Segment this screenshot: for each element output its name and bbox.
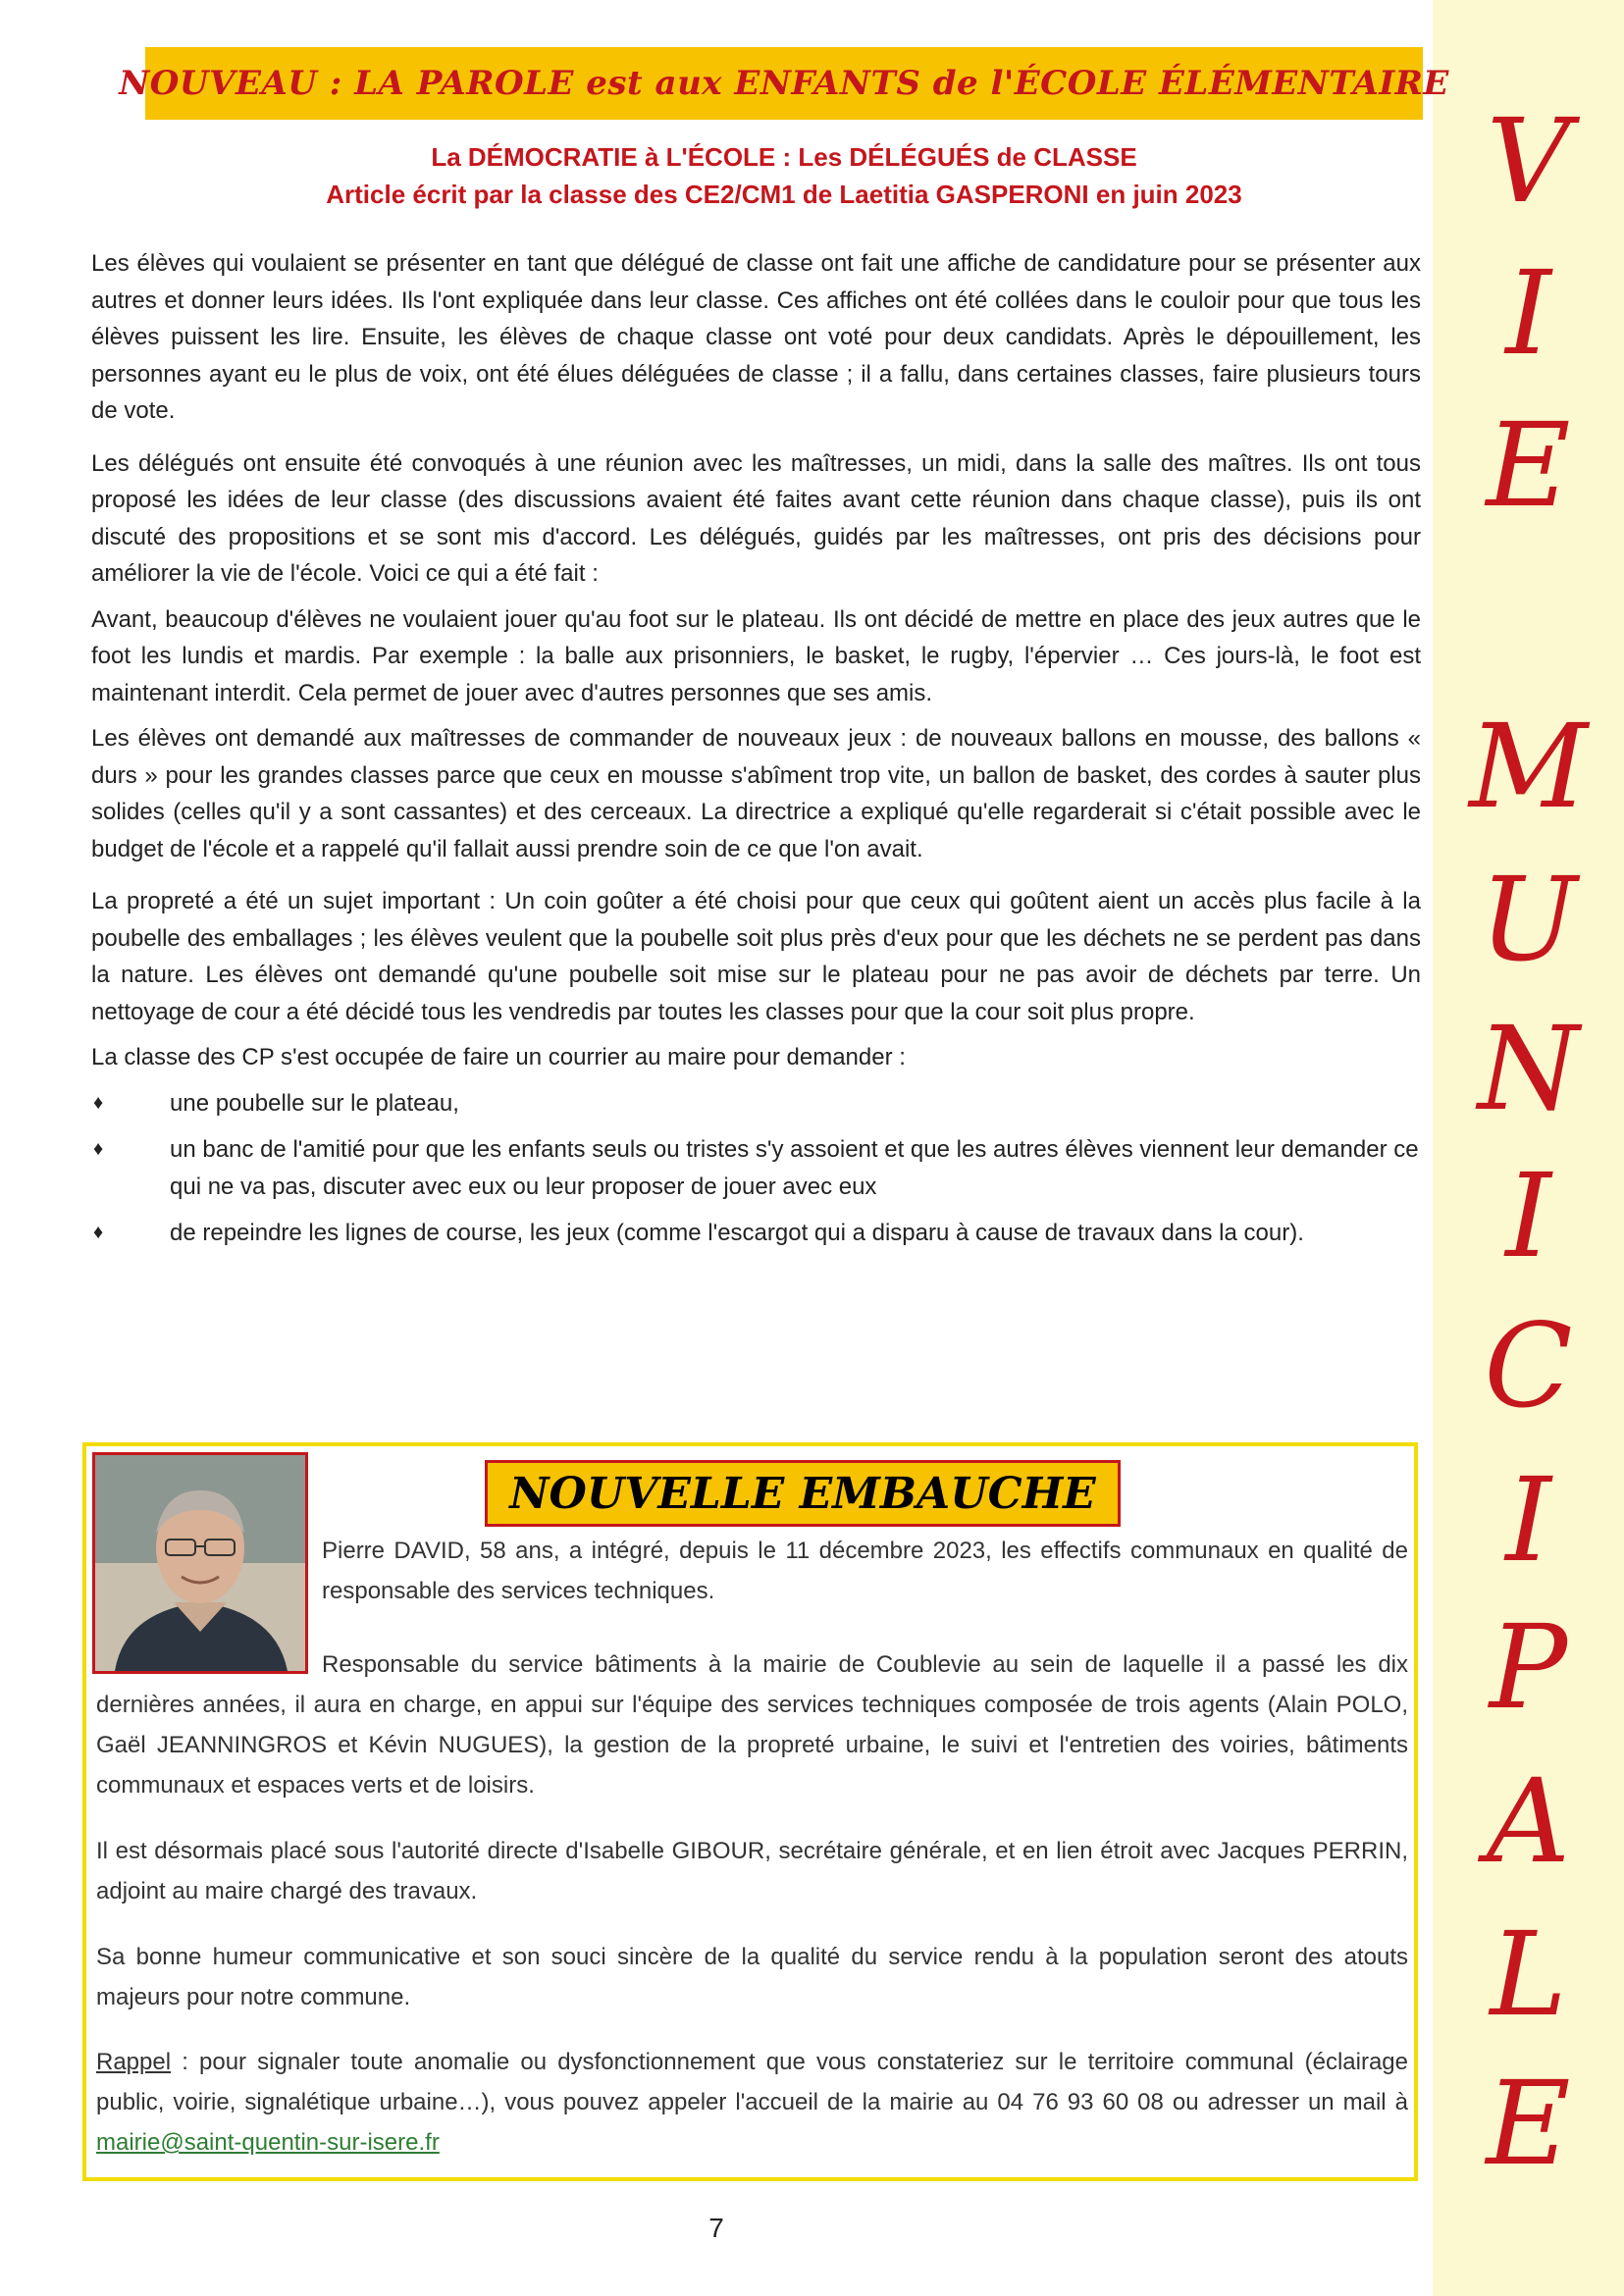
new-hire-paragraph: Sa bonne humeur communicative et son souci sincère de la qualité du service rendu à la population seront des atouts majeurs pour notre commune. xyxy=(96,1944,1408,2010)
article-byline: Article écrit par la classe des CE2/CM1 de Laetitia GASPERONI en juin 2023 xyxy=(326,180,1242,209)
article-body xyxy=(91,245,1421,1262)
new-hire-text xyxy=(96,1831,1408,1911)
diamond-bullet-icon: ♦ xyxy=(93,1091,104,1114)
side-title-letter: P xyxy=(1489,1599,1568,1735)
request-list xyxy=(91,1085,1421,1252)
new-hire-paragraph: Il est désormais placé sous l'autorité directe d'Isabelle GIBOUR, secrétaire générale, et en lien étroit avec Jacques PERRIN, adjoint au maire chargé des travaux. xyxy=(96,1838,1408,1905)
article-paragraph: La classe des CP s'est occupée de faire un courrier au maire pour demander : xyxy=(91,1044,906,1070)
reminder-label: Rappel xyxy=(96,2049,172,2075)
list-item-text: un banc de l'amitié pour que les enfants seuls ou tristes s'y assoient et que les autres élèves viennent leur demander ce qui ne va pas, discuter avec eux ou leur proposer de jouer avec eux xyxy=(170,1136,1419,1200)
list-item-text: une poubelle sur le plateau, xyxy=(170,1089,459,1117)
side-title-letter: A xyxy=(1486,1753,1571,1889)
diamond-bullet-icon: ♦ xyxy=(93,1222,104,1243)
email-link[interactable]: mairie@saint-quentin-sur-isere.fr xyxy=(96,2129,440,2156)
banner-title: NOUVEAU : LA PAROLE est aux ENFANTS de l'ÉCOLE ÉLÉMENTAIRE xyxy=(119,64,1449,103)
new-hire-title xyxy=(485,1460,1121,1527)
side-title-letter: V xyxy=(1486,93,1571,229)
list-item xyxy=(91,1131,1421,1205)
article-paragraph: La propreté a été un sujet important : Un coin goûter a été choisi pour que ceux qui goûtent aient un accès plus facile à la poubelle des emballages ; les élèves veulent que la poubelle soit plus près d'eux pour que les déchets ne se perdent pas dans la nature. Les élèves ont demandé qu'une poubelle soit mise sur le plateau pour ne pas avoir de déchets par terre. Un nettoyage de cour a été décidé tous les vendredis par toutes les classes pour que la cour soit plus propre. xyxy=(91,888,1421,1025)
side-title-letter: E xyxy=(1486,397,1571,533)
diamond-bullet-icon: ♦ xyxy=(93,1138,104,1160)
side-title-letter: E xyxy=(1486,2056,1571,2191)
reminder-paragraph xyxy=(96,2042,1408,2163)
top-banner xyxy=(119,47,1449,120)
article-paragraph: Les élèves qui voulaient se présenter en tant que délégué de classe ont fait une affiche de candidature pour se présenter aux autres et donner leurs idées. Ils l'ont expliquée dans leur classe. Ces affiches ont été collées dans le couloir pour que tous les élèves puissent les lire. Ensuite, les élèves de chaque classe ont voté pour deux candidats. Après le dépouillement, les personnes ayant eu le plus de voix, ont été élues déléguées de classe ; il a fallu, dans certaines classes, faire plusieurs tours de vote. xyxy=(91,250,1421,424)
side-title-letter: I xyxy=(1505,1452,1551,1588)
new-hire-text xyxy=(96,1531,1408,1611)
side-title-letter: U xyxy=(1479,852,1578,987)
list-item xyxy=(91,1085,1421,1122)
new-hire-title-text: NOUVELLE EMBAUCHE xyxy=(509,1468,1096,1519)
side-title-band xyxy=(1433,0,1624,2296)
new-hire-paragraph: Pierre DAVID, 58 ans, a intégré, depuis le 11 décembre 2023, les effectifs communaux en qualité de responsable des services techniques. xyxy=(322,1538,1408,1604)
new-hire-paragraph: Responsable du service bâtiments à la mairie de Coublevie au sein de laquelle il a passé les dix dernières années, il aura en charge, en appui sur l'équipe des services techniques composée de trois agents (Alain POLO, Gaël JEANNINGROS et Kévin NUGUES), la gestion de la propreté urbaine, le suivi et l'entretien des voiries, bâtiments communaux et espaces verts et de loisirs. xyxy=(96,1651,1408,1799)
new-hire-text xyxy=(96,2042,1408,2163)
new-hire-text xyxy=(96,1937,1408,2017)
article-paragraph: Avant, beaucoup d'élèves ne voulaient jouer qu'au foot sur le plateau. Ils ont décidé de mettre en place des jeux autres que le foot les lundis et mardis. Par exemple : la balle aux prisonniers, le basket, le rugby, l'épervier … Ces jours-là, le foot est maintenant interdit. Cela permet de jouer avec d'autres personnes que ses amis. xyxy=(91,605,1421,706)
page-number: 7 xyxy=(708,2213,724,2243)
reminder-text: : pour signaler toute anomalie ou dysfonctionnement que vous constateriez sur le territoire communal (éclairage public, voirie, signalétique urbaine…), vous pouvez appeler l'accueil de la mairie au 04 76 93 60 08 ou adresser un mail à xyxy=(96,2049,1408,2115)
side-title-letter: M xyxy=(1469,699,1588,834)
side-title-letter: I xyxy=(1505,1148,1551,1283)
article-paragraph: Les élèves ont demandé aux maîtresses de commander de nouveaux jeux : de nouveaux ballons en mousse, des ballons « durs » pour les grandes classes parce que ceux en mousse s'abîment trop vite, un ballon de basket, des cordes à sauter plus solides (celles qu'il y a sont cassantes) et des cerceaux. La directrice a expliqué qu'elle regarderait si c'était possible avec le budget de l'école et a rappelé qu'il fallait aussi prendre soin de ce que l'on avait. xyxy=(91,725,1421,862)
new-hire-box xyxy=(82,1442,1418,2181)
side-title-letter: I xyxy=(1505,245,1551,381)
list-item-text: de repeindre les lignes de course, les jeux (comme l'escargot qui a disparu à cause de travaux dans la cour). xyxy=(170,1220,1304,1246)
side-title-letter: C xyxy=(1484,1298,1573,1434)
side-title-letter: N xyxy=(1477,1001,1580,1136)
new-hire-text xyxy=(96,1644,1408,1805)
article-paragraph: Les délégués ont ensuite été convoqués à une réunion avec les maîtresses, un midi, dans la salle des maîtres. Ils ont tous proposé les idées de leur classe (des discussions avaient été faites avant cette réunion dans chaque classe), puis ils ont discuté des propositions et se sont mis d'accord. Les délégués, guidés par les maîtresses, ont pris des décisions pour améliorer la vie de l'école. Voici ce qui a été fait : xyxy=(91,449,1421,587)
side-title-letter: L xyxy=(1490,1906,1567,2042)
list-item xyxy=(91,1215,1421,1252)
article-subtitle: La DÉMOCRATIE à L'ÉCOLE : Les DÉLÉGUÉS de CLASSE xyxy=(431,142,1137,172)
